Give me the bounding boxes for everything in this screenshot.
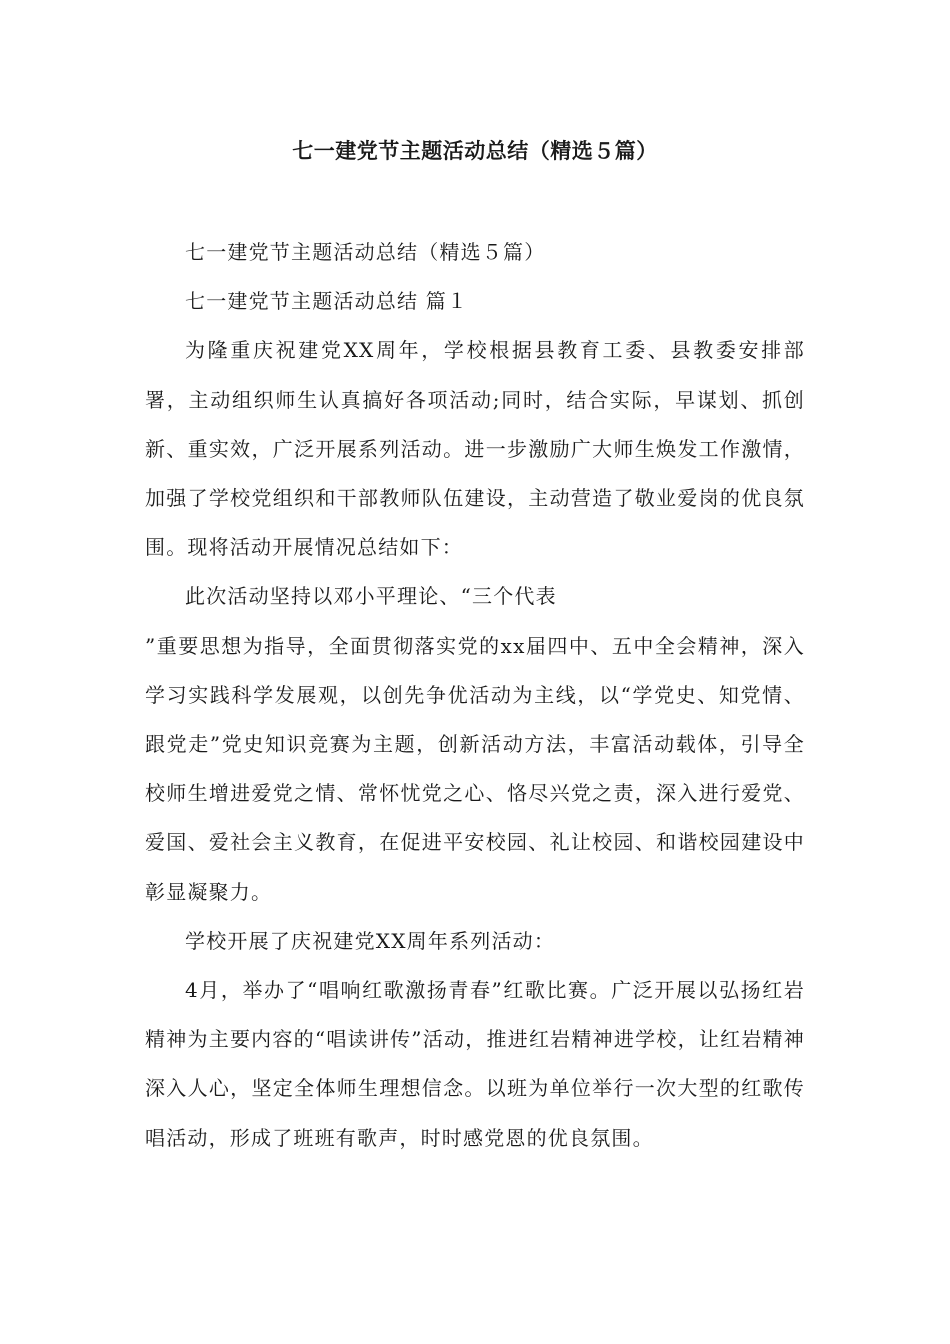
- paragraph-guideline-start: 此次活动坚持以邓小平理论、“三个代表: [185, 584, 557, 609]
- paragraph-section-heading: 七一建党节主题活动总结 篇１: [185, 289, 469, 314]
- document-title: 七一建党节主题活动总结（精选５篇）: [292, 139, 658, 163]
- paragraph-activities-heading: 学校开展了庆祝建党XX周年系列活动：: [185, 928, 556, 953]
- paragraph-subtitle: 七一建党节主题活动总结（精选５篇）: [185, 240, 546, 264]
- document-body: [145, 228, 805, 1163]
- paragraph-guideline-body: ”重要思想为指导，全面贯彻落实党的xx届四中、五中全会精神，深入学习实践科学发展观，以创先争优活动为主线，以“学党史、知党情、跟党走”党史知识竞赛为主题，创新活动方法，丰富活动载体，引导全校师生增进爱党之情、常怀忧党之心、恪尽兴党之责，深入进行爱党、爱国、爱社会主义教育，在促进平安校园、礼让校园、和谐校园建设中彰显凝聚力。: [145, 633, 805, 904]
- paragraph-april-activity: 4月，举办了“唱响红歌激扬青春”红歌比赛。广泛开展以弘扬红岩精神为主要内容的“唱读讲传”活动，推进红岩精神进学校，让红岩精神深入人心，坚定全体师生理想信念。以班为单位举行一次大型的红歌传唱活动，形成了班班有歌声，时时感党恩的优良氛围。: [145, 978, 805, 1150]
- paragraph-intro: 为隆重庆祝建党XX周年，学校根据县教育工委、县教委安排部署，主动组织师生认真搞好各项活动;同时，结合实际，早谋划、抓创新、重实效，广泛开展系列活动。进一步激励广大师生焕发工作激情，加强了学校党组织和干部教师队伍建设，主动营造了敬业爱岗的优良氛围。现将活动开展情况总结如下：: [145, 338, 805, 560]
